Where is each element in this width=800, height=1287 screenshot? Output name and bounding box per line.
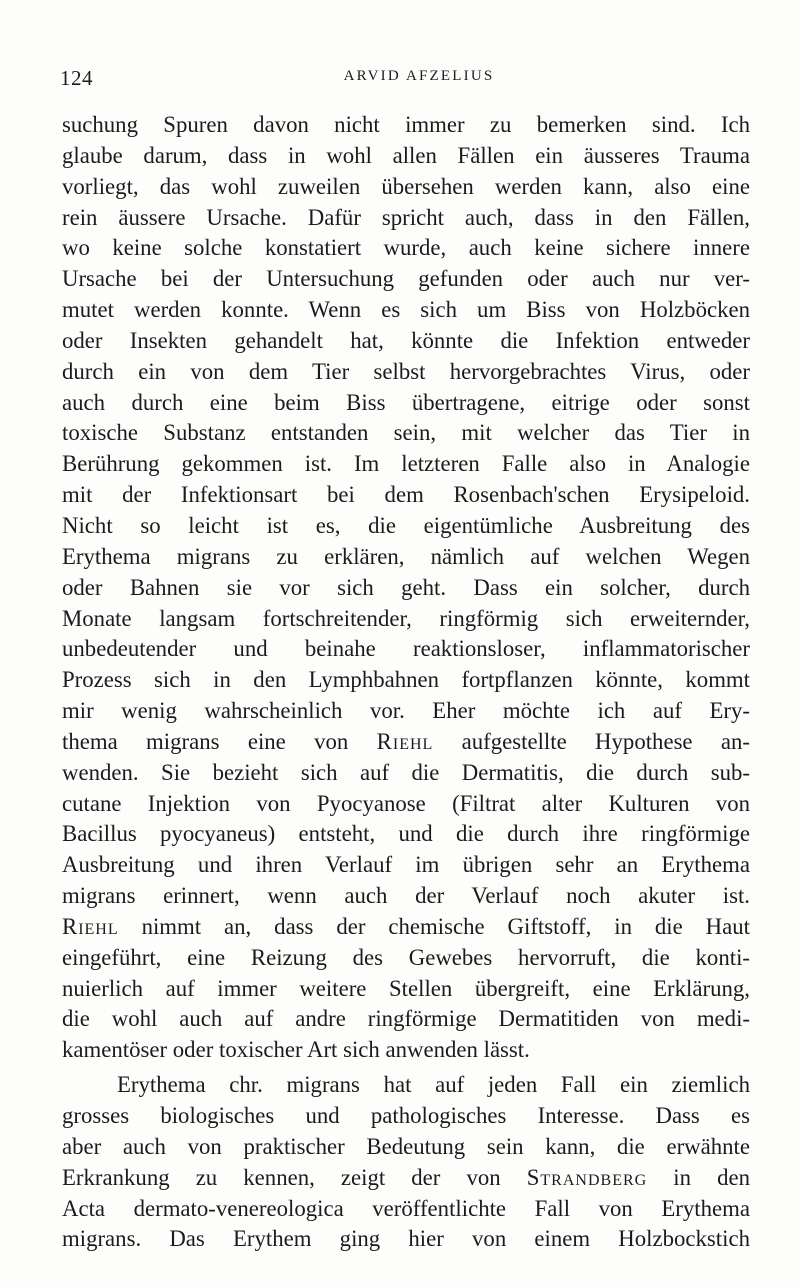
text-line-riehl — [62, 727, 750, 758]
text-fragment: nimmt an, dass der chemische Giftstoff, in die Haut — [118, 913, 750, 939]
author-name-strandberg: Strandberg — [526, 1164, 648, 1190]
text-line: kamentöser oder toxischer Art sich anwenden lässt. — [62, 1037, 530, 1063]
text-line: suchung Spuren davon nicht immer zu bemerken sind. Ich — [62, 112, 750, 137]
text-line: cutane Injektion von Pyocyanose (Filtrat alter Kulturen von — [62, 790, 750, 816]
text-line: Erythema chr. migrans hat auf jeden Fall ein ziemlich — [117, 1072, 750, 1098]
text-line: eingeführt, eine Reizung des Gewebes hervorruft, die konti- — [62, 944, 750, 970]
text-line: Prozess sich in den Lymphbahnen fortpflanzen könnte, kommt — [62, 667, 750, 693]
text-line: mir wenig wahrscheinlich vor. Eher möchte ich auf Ery- — [62, 698, 750, 724]
text-line: Berührung gekommen ist. Im letzteren Falle also in Analogie — [62, 451, 750, 477]
text-line: Nicht so leicht ist es, die eigentümliche Ausbreitung des — [62, 512, 750, 538]
text-fragment: aufgestellte Hypothese an- — [433, 728, 751, 754]
text-line: migrans. Das Erythem ging hier von einem Holzbockstich — [62, 1226, 750, 1252]
text-line: Monate langsam fortschreitender, ringförmig sich erweiternder, — [62, 605, 750, 631]
text-line: toxische Substanz entstanden sein, mit welcher das Tier in — [62, 420, 750, 446]
text-line: mit der Infektionsart bei dem Rosenbach'schen Erysipeloid. — [62, 482, 750, 508]
text-line: wenden. Sie bezieht sich auf die Dermatitis, die durch sub- — [62, 759, 750, 785]
running-head — [60, 66, 748, 96]
text-line: glaube darum, dass in wohl allen Fällen ein äusseres Trauma — [62, 142, 750, 168]
text-line: aber auch von praktischer Bedeutung sein kann, die erwähnte — [62, 1133, 750, 1159]
text-line: Acta dermato-venereologica veröffentlichte Fall von Erythema — [62, 1195, 750, 1221]
body-text — [62, 110, 750, 1255]
text-line: vorliegt, das wohl zuweilen übersehen werden kann, also eine — [62, 173, 750, 199]
text-line: oder Bahnen sie vor sich geht. Dass ein solcher, durch — [62, 574, 750, 600]
text-line: unbedeutender und beinahe reaktionsloser, inflammatorischer — [62, 636, 750, 662]
text-line: durch ein von dem Tier selbst hervorgebrachtes Virus, oder — [62, 358, 750, 384]
text-fragment: Erkrankung zu kennen, zeigt der von — [62, 1164, 527, 1190]
author-name-riehl: Riehl — [62, 913, 119, 939]
text-line: Bacillus pyocyaneus) entsteht, und die durch ihre ringförmige — [62, 821, 750, 847]
text-line: Ausbreitung und ihren Verlauf im übrigen sehr an Erythema — [62, 852, 750, 878]
page-number: 124 — [60, 66, 93, 90]
text-line: rein äussere Ursache. Dafür spricht auch, dass in den Fällen, — [62, 204, 750, 230]
text-line: auch durch eine beim Biss übertragene, eitrige oder sonst — [62, 389, 750, 415]
text-fragment: thema migrans eine von — [62, 728, 377, 754]
text-line: oder Insekten gehandelt hat, könnte die Infektion entweder — [62, 327, 750, 353]
text-line: nuierlich auf immer weitere Stellen übergreift, eine Erklärung, — [62, 975, 750, 1001]
author-name-riehl: Riehl — [376, 728, 434, 754]
text-line: mutet werden konnte. Wenn es sich um Biss von Holzböcken — [62, 297, 750, 323]
text-line: Erythema migrans zu erklären, nämlich auf welchen Wegen — [62, 543, 750, 569]
text-fragment: in den — [647, 1164, 751, 1190]
text-line-riehl-2 — [62, 912, 750, 943]
text-line: grosses biologisches und pathologisches Interesse. Dass es — [62, 1103, 750, 1128]
text-line: migrans erinnert, wenn auch der Verlauf noch akuter ist. — [62, 883, 750, 909]
text-line: die wohl auch auf andre ringförmige Dermatitiden von medi- — [62, 1006, 750, 1032]
text-line-strandberg — [62, 1163, 750, 1194]
text-line: wo keine solche konstatiert wurde, auch keine sichere innere — [62, 235, 750, 261]
running-head-author: ARVID AFZELIUS — [343, 68, 495, 84]
text-line: Ursache bei der Untersuchung gefunden oder auch nur ver- — [62, 266, 750, 292]
